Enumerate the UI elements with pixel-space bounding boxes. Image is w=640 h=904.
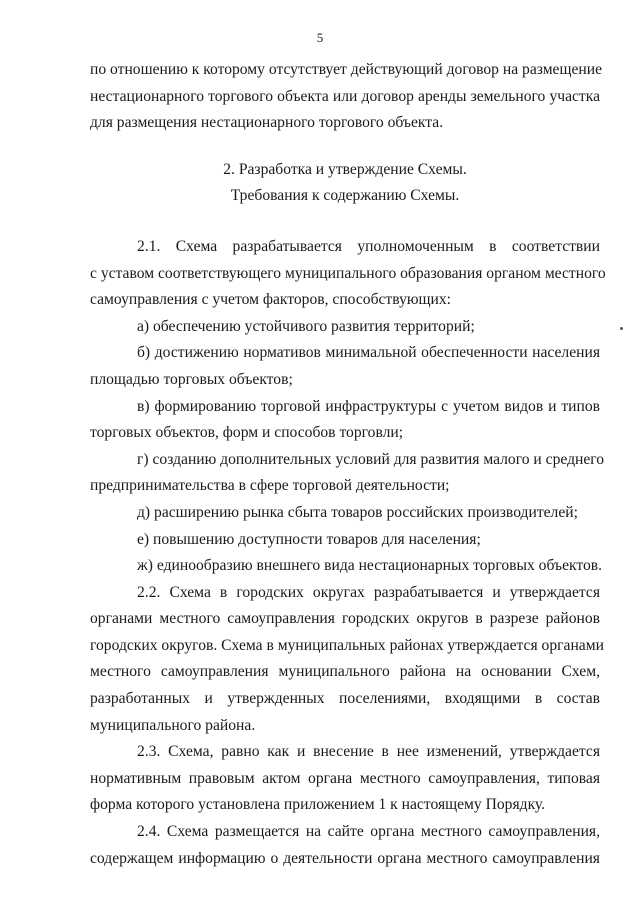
text-line: самоуправления с учетом факторов, способствующих: <box>90 291 451 309</box>
text-line: форма которого установлена приложением 1 к настоящему Порядку. <box>90 796 546 814</box>
list-item-b <box>90 340 600 393</box>
text-line: а) обеспечению устойчивого развития территорий; <box>137 317 475 335</box>
text-line: городских округов. Схема в муниципальных районах утверждается органами <box>90 636 604 654</box>
paragraph-2-3 <box>90 739 600 819</box>
text-line: г) созданию дополнительных условий для развития малого и среднего <box>137 450 605 468</box>
paragraph-2-1 <box>90 234 606 314</box>
text-line: по отношению к которому отсутствует действующий договор на размещение <box>90 61 603 78</box>
spacer <box>90 137 600 157</box>
text-line: 2.1. Схема разрабатывается уполномоченным в соответствии <box>137 237 600 255</box>
text-line: органами местного самоуправления городских округов в разрезе районов <box>90 610 600 628</box>
scan-speck <box>620 327 623 330</box>
section-heading <box>90 157 600 210</box>
text-line: с уставом соответствующего муниципального образования органом местного <box>90 264 606 282</box>
text-line: разработанных и утвержденных поселениями, входящими в состав <box>90 690 600 708</box>
text-line: площадью торговых объектов; <box>90 370 293 388</box>
text-line: 2.2. Схема в городских округах разрабатывается и утверждается <box>137 583 600 601</box>
text-line: нормативным правовым актом органа местного самоуправления, типовая <box>90 769 600 787</box>
text-line: ж) единообразию внешнего вида нестационарных торговых объектов. <box>137 557 603 575</box>
text-line: б) достижению нормативов минимальной обеспеченности населения <box>137 344 600 362</box>
list-item-zh <box>90 553 603 580</box>
text-line: для размещения нестационарного торгового объекта. <box>90 114 444 132</box>
text-line: муниципального района. <box>90 716 256 734</box>
spacer <box>90 210 600 234</box>
list-item-e <box>90 527 600 554</box>
list-item-d <box>90 500 600 527</box>
text-line: торговых объектов, форм и способов торговли; <box>90 424 404 442</box>
paragraph-2-4 <box>90 819 600 872</box>
document-body <box>90 57 606 872</box>
intro-paragraph <box>90 57 603 137</box>
section-heading-line: Требования к содержанию Схемы. <box>230 187 460 205</box>
page-number: 5 <box>316 30 324 45</box>
section-heading-line: 2. Разработка и утверждение Схемы. <box>223 160 467 178</box>
text-line: нестационарного торгового объекта или договор аренды земельного участка <box>90 87 600 105</box>
text-line: предпринимательства в сфере торговой деятельности; <box>90 477 450 495</box>
paragraph-2-2 <box>90 580 604 740</box>
text-line: местного самоуправления муниципального района на основании Схем, <box>90 663 600 681</box>
text-line: 2.3. Схема, равно как и внесение в нее изменений, утверждается <box>137 743 600 761</box>
text-line: 2.4. Схема размещается на сайте органа местного самоуправления, <box>137 823 600 841</box>
text-line: д) расширению рынка сбыта товаров российских производителей; <box>137 503 578 521</box>
text-line: е) повышению доступности товаров для населения; <box>137 530 481 548</box>
list-item-v <box>90 394 600 447</box>
list-item-g <box>90 447 605 500</box>
text-line: содержащем информацию о деятельности органа местного самоуправления <box>90 849 600 867</box>
text-line: в) формированию торговой инфраструктуры с учетом видов и типов <box>137 397 600 415</box>
list-item-a <box>90 314 600 341</box>
